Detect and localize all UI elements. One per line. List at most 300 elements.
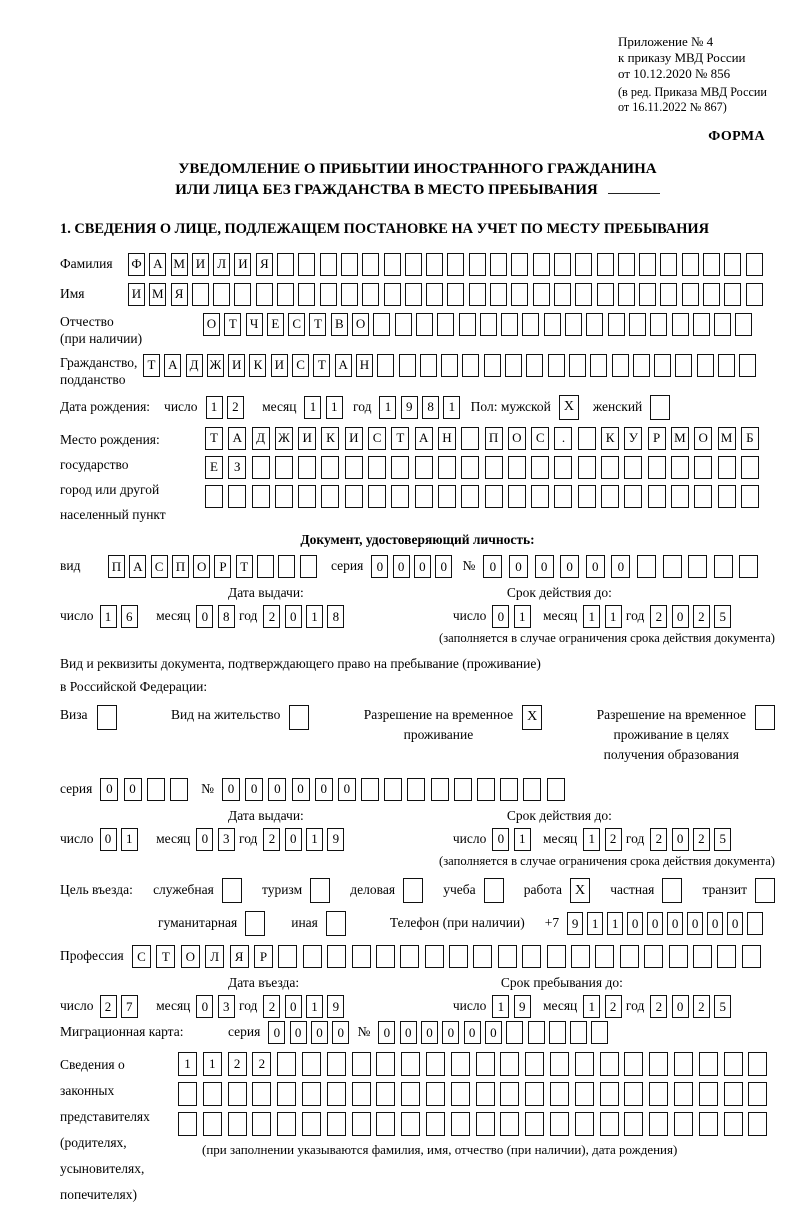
char-box[interactable] bbox=[298, 283, 315, 306]
char-box[interactable]: 0 bbox=[586, 555, 605, 578]
char-box[interactable]: 0 bbox=[442, 1021, 459, 1044]
char-box[interactable] bbox=[399, 354, 416, 377]
char-box[interactable] bbox=[170, 778, 188, 801]
char-box[interactable]: Н bbox=[356, 354, 373, 377]
char-box[interactable]: Л bbox=[213, 253, 230, 276]
char-box[interactable] bbox=[234, 283, 251, 306]
char-box[interactable]: Ж bbox=[207, 354, 224, 377]
char-box[interactable]: 3 bbox=[218, 828, 235, 851]
char-box[interactable] bbox=[508, 485, 526, 508]
char-box[interactable] bbox=[624, 1052, 643, 1076]
char-box[interactable] bbox=[699, 1112, 718, 1136]
char-box[interactable] bbox=[714, 555, 733, 578]
char-box[interactable] bbox=[533, 253, 550, 276]
char-box[interactable]: 9 bbox=[327, 828, 344, 851]
char-box[interactable]: К bbox=[321, 427, 339, 450]
char-box[interactable]: 1 bbox=[443, 396, 460, 419]
char-box[interactable]: 2 bbox=[650, 995, 667, 1018]
char-box[interactable]: 8 bbox=[327, 605, 344, 628]
char-box[interactable]: 0 bbox=[332, 1021, 349, 1044]
char-box[interactable]: Е bbox=[267, 313, 284, 336]
char-box[interactable] bbox=[533, 283, 550, 306]
checkbox-purpose-transit[interactable] bbox=[755, 878, 775, 903]
char-box[interactable] bbox=[345, 485, 363, 508]
char-box[interactable]: 3 bbox=[218, 995, 235, 1018]
char-box[interactable]: И bbox=[345, 427, 363, 450]
char-box[interactable] bbox=[401, 1052, 420, 1076]
char-box[interactable]: 1 bbox=[100, 605, 117, 628]
char-box[interactable]: 0 bbox=[393, 555, 410, 578]
char-box[interactable] bbox=[649, 1082, 668, 1106]
char-box[interactable]: 0 bbox=[400, 1021, 417, 1044]
char-box[interactable]: 9 bbox=[401, 396, 418, 419]
char-box[interactable] bbox=[395, 313, 412, 336]
checkbox-purpose-humanitarian[interactable] bbox=[245, 911, 265, 936]
char-box[interactable]: 2 bbox=[605, 828, 622, 851]
char-box[interactable]: К bbox=[601, 427, 619, 450]
char-box[interactable] bbox=[595, 945, 614, 968]
char-box[interactable] bbox=[735, 313, 752, 336]
char-box[interactable] bbox=[575, 283, 592, 306]
char-box[interactable] bbox=[278, 555, 295, 578]
checkbox-temp-residence[interactable]: X bbox=[522, 705, 542, 730]
char-box[interactable] bbox=[672, 313, 689, 336]
char-box[interactable] bbox=[298, 253, 315, 276]
char-box[interactable] bbox=[590, 354, 607, 377]
char-box[interactable] bbox=[618, 283, 635, 306]
char-box[interactable]: А bbox=[415, 427, 433, 450]
char-box[interactable]: Я bbox=[256, 253, 273, 276]
char-box[interactable] bbox=[624, 485, 642, 508]
checkbox-purpose-other[interactable] bbox=[326, 911, 346, 936]
char-box[interactable] bbox=[547, 945, 566, 968]
char-box[interactable] bbox=[688, 555, 707, 578]
char-box[interactable] bbox=[724, 283, 741, 306]
char-box[interactable] bbox=[639, 253, 656, 276]
char-box[interactable]: 1 bbox=[306, 605, 323, 628]
char-box[interactable]: У bbox=[624, 427, 642, 450]
char-box[interactable] bbox=[420, 354, 437, 377]
char-box[interactable] bbox=[547, 778, 565, 801]
char-box[interactable] bbox=[586, 313, 603, 336]
char-box[interactable]: И bbox=[234, 253, 251, 276]
char-box[interactable]: 5 bbox=[714, 605, 731, 628]
checkbox-temp-residence-edu[interactable] bbox=[755, 705, 775, 730]
char-box[interactable] bbox=[205, 485, 223, 508]
char-box[interactable] bbox=[554, 456, 572, 479]
char-box[interactable]: 8 bbox=[422, 396, 439, 419]
char-box[interactable]: 1 bbox=[492, 995, 509, 1018]
char-box[interactable]: Д bbox=[252, 427, 270, 450]
char-box[interactable] bbox=[302, 1052, 321, 1076]
char-box[interactable]: 0 bbox=[560, 555, 579, 578]
char-box[interactable] bbox=[352, 1052, 371, 1076]
char-box[interactable] bbox=[228, 1082, 247, 1106]
char-box[interactable] bbox=[703, 283, 720, 306]
char-box[interactable] bbox=[500, 778, 518, 801]
char-box[interactable]: Ж bbox=[275, 427, 293, 450]
char-box[interactable]: 2 bbox=[693, 605, 710, 628]
char-box[interactable]: П bbox=[485, 427, 503, 450]
char-box[interactable] bbox=[522, 945, 541, 968]
char-box[interactable] bbox=[405, 283, 422, 306]
char-box[interactable] bbox=[747, 912, 763, 935]
char-box[interactable]: 0 bbox=[315, 778, 333, 801]
char-box[interactable] bbox=[639, 283, 656, 306]
char-box[interactable] bbox=[252, 485, 270, 508]
char-box[interactable] bbox=[490, 253, 507, 276]
char-box[interactable] bbox=[257, 555, 274, 578]
char-box[interactable]: Е bbox=[205, 456, 223, 479]
char-box[interactable]: 0 bbox=[268, 1021, 285, 1044]
char-box[interactable]: 0 bbox=[292, 778, 310, 801]
char-box[interactable] bbox=[717, 945, 736, 968]
char-box[interactable] bbox=[327, 1052, 346, 1076]
char-box[interactable]: З bbox=[228, 456, 246, 479]
char-box[interactable] bbox=[454, 778, 472, 801]
char-box[interactable] bbox=[724, 253, 741, 276]
char-box[interactable] bbox=[660, 253, 677, 276]
char-box[interactable] bbox=[620, 945, 639, 968]
char-box[interactable] bbox=[426, 1052, 445, 1076]
char-box[interactable]: 0 bbox=[647, 912, 663, 935]
char-box[interactable] bbox=[447, 283, 464, 306]
char-box[interactable] bbox=[473, 945, 492, 968]
char-box[interactable] bbox=[426, 283, 443, 306]
char-box[interactable]: 0 bbox=[196, 995, 213, 1018]
char-box[interactable] bbox=[384, 283, 401, 306]
char-box[interactable]: Ч bbox=[246, 313, 263, 336]
char-box[interactable]: Л bbox=[205, 945, 224, 968]
char-box[interactable] bbox=[571, 945, 590, 968]
char-box[interactable] bbox=[449, 945, 468, 968]
char-box[interactable] bbox=[608, 313, 625, 336]
char-box[interactable] bbox=[600, 1082, 619, 1106]
char-box[interactable] bbox=[228, 1112, 247, 1136]
char-box[interactable]: 5 bbox=[714, 828, 731, 851]
char-box[interactable] bbox=[426, 1112, 445, 1136]
char-box[interactable] bbox=[724, 1082, 743, 1106]
char-box[interactable] bbox=[526, 354, 543, 377]
char-box[interactable] bbox=[213, 283, 230, 306]
char-box[interactable]: Т bbox=[309, 313, 326, 336]
char-box[interactable]: 0 bbox=[222, 778, 240, 801]
char-box[interactable]: С bbox=[292, 354, 309, 377]
char-box[interactable]: 2 bbox=[100, 995, 117, 1018]
char-box[interactable] bbox=[384, 778, 402, 801]
char-box[interactable] bbox=[550, 1112, 569, 1136]
char-box[interactable] bbox=[407, 778, 425, 801]
char-box[interactable] bbox=[327, 1082, 346, 1106]
char-box[interactable] bbox=[600, 1052, 619, 1076]
char-box[interactable] bbox=[575, 253, 592, 276]
char-box[interactable] bbox=[511, 283, 528, 306]
char-box[interactable] bbox=[597, 253, 614, 276]
char-box[interactable]: 1 bbox=[587, 912, 603, 935]
char-box[interactable] bbox=[669, 945, 688, 968]
char-box[interactable] bbox=[361, 778, 379, 801]
char-box[interactable]: 6 bbox=[121, 605, 138, 628]
char-box[interactable]: 0 bbox=[290, 1021, 307, 1044]
char-box[interactable]: 2 bbox=[228, 1052, 247, 1076]
char-box[interactable]: П bbox=[172, 555, 189, 578]
char-box[interactable]: 0 bbox=[672, 995, 689, 1018]
char-box[interactable] bbox=[718, 456, 736, 479]
char-box[interactable] bbox=[578, 456, 596, 479]
char-box[interactable]: Т bbox=[143, 354, 160, 377]
char-box[interactable] bbox=[252, 1082, 271, 1106]
char-box[interactable] bbox=[252, 456, 270, 479]
checkbox-sex-female[interactable] bbox=[650, 395, 670, 420]
char-box[interactable]: И bbox=[128, 283, 145, 306]
char-box[interactable] bbox=[431, 778, 449, 801]
char-box[interactable] bbox=[748, 1112, 767, 1136]
char-box[interactable]: 0 bbox=[414, 555, 431, 578]
char-box[interactable]: 0 bbox=[672, 828, 689, 851]
char-box[interactable]: М bbox=[171, 253, 188, 276]
char-box[interactable] bbox=[739, 354, 756, 377]
char-box[interactable]: 1 bbox=[583, 605, 600, 628]
char-box[interactable]: Ф bbox=[128, 253, 145, 276]
char-box[interactable]: 9 bbox=[327, 995, 344, 1018]
char-box[interactable] bbox=[256, 283, 273, 306]
char-box[interactable]: 0 bbox=[435, 555, 452, 578]
char-box[interactable] bbox=[345, 456, 363, 479]
char-box[interactable]: 0 bbox=[492, 828, 509, 851]
char-box[interactable] bbox=[629, 313, 646, 336]
char-box[interactable]: 2 bbox=[227, 396, 244, 419]
char-box[interactable]: Р bbox=[214, 555, 231, 578]
char-box[interactable]: 0 bbox=[311, 1021, 328, 1044]
char-box[interactable] bbox=[506, 1021, 523, 1044]
char-box[interactable]: 0 bbox=[196, 828, 213, 851]
char-box[interactable] bbox=[500, 1082, 519, 1106]
char-box[interactable] bbox=[554, 485, 572, 508]
char-box[interactable]: В bbox=[331, 313, 348, 336]
char-box[interactable] bbox=[601, 456, 619, 479]
char-box[interactable]: С bbox=[288, 313, 305, 336]
char-box[interactable]: С bbox=[531, 427, 549, 450]
char-box[interactable] bbox=[277, 1052, 296, 1076]
char-box[interactable] bbox=[277, 1112, 296, 1136]
char-box[interactable]: И bbox=[271, 354, 288, 377]
char-box[interactable] bbox=[739, 555, 758, 578]
char-box[interactable] bbox=[675, 354, 692, 377]
char-box[interactable] bbox=[401, 1112, 420, 1136]
char-box[interactable]: Т bbox=[313, 354, 330, 377]
char-box[interactable] bbox=[724, 1052, 743, 1076]
char-box[interactable]: 1 bbox=[607, 912, 623, 935]
char-box[interactable] bbox=[674, 1052, 693, 1076]
char-box[interactable]: 0 bbox=[727, 912, 743, 935]
char-box[interactable] bbox=[377, 354, 394, 377]
char-box[interactable] bbox=[624, 1112, 643, 1136]
char-box[interactable] bbox=[277, 283, 294, 306]
char-box[interactable]: С bbox=[368, 427, 386, 450]
char-box[interactable] bbox=[718, 354, 735, 377]
char-box[interactable] bbox=[693, 945, 712, 968]
char-box[interactable]: 7 bbox=[121, 995, 138, 1018]
char-box[interactable] bbox=[451, 1112, 470, 1136]
char-box[interactable] bbox=[277, 253, 294, 276]
char-box[interactable]: 1 bbox=[583, 828, 600, 851]
char-box[interactable] bbox=[426, 1082, 445, 1106]
checkbox-purpose-work[interactable]: X bbox=[570, 878, 590, 903]
char-box[interactable] bbox=[633, 354, 650, 377]
char-box[interactable] bbox=[376, 945, 395, 968]
char-box[interactable] bbox=[415, 485, 433, 508]
char-box[interactable]: А bbox=[164, 354, 181, 377]
char-box[interactable] bbox=[525, 1112, 544, 1136]
char-box[interactable]: . bbox=[554, 427, 572, 450]
char-box[interactable]: 0 bbox=[100, 778, 118, 801]
char-box[interactable] bbox=[505, 354, 522, 377]
char-box[interactable] bbox=[327, 945, 346, 968]
char-box[interactable]: 1 bbox=[203, 1052, 222, 1076]
char-box[interactable] bbox=[522, 313, 539, 336]
char-box[interactable]: Д bbox=[186, 354, 203, 377]
char-box[interactable] bbox=[500, 1112, 519, 1136]
char-box[interactable] bbox=[461, 456, 479, 479]
char-box[interactable] bbox=[570, 1021, 587, 1044]
char-box[interactable] bbox=[508, 456, 526, 479]
char-box[interactable]: 0 bbox=[611, 555, 630, 578]
char-box[interactable] bbox=[531, 456, 549, 479]
char-box[interactable]: О bbox=[352, 313, 369, 336]
char-box[interactable] bbox=[746, 253, 763, 276]
char-box[interactable]: 2 bbox=[605, 995, 622, 1018]
char-box[interactable] bbox=[741, 456, 759, 479]
char-box[interactable]: Р bbox=[648, 427, 666, 450]
char-box[interactable] bbox=[321, 485, 339, 508]
char-box[interactable] bbox=[575, 1052, 594, 1076]
char-box[interactable] bbox=[252, 1112, 271, 1136]
char-box[interactable] bbox=[277, 1082, 296, 1106]
char-box[interactable]: А bbox=[129, 555, 146, 578]
char-box[interactable]: И bbox=[298, 427, 316, 450]
char-box[interactable] bbox=[438, 485, 456, 508]
char-box[interactable] bbox=[476, 1112, 495, 1136]
char-box[interactable]: 1 bbox=[514, 605, 531, 628]
char-box[interactable] bbox=[699, 1052, 718, 1076]
char-box[interactable] bbox=[341, 283, 358, 306]
char-box[interactable]: 0 bbox=[464, 1021, 481, 1044]
char-box[interactable] bbox=[648, 456, 666, 479]
char-box[interactable] bbox=[298, 456, 316, 479]
char-box[interactable]: 0 bbox=[100, 828, 117, 851]
char-box[interactable] bbox=[637, 555, 656, 578]
char-box[interactable] bbox=[192, 283, 209, 306]
char-box[interactable] bbox=[699, 1082, 718, 1106]
char-box[interactable] bbox=[461, 485, 479, 508]
char-box[interactable] bbox=[438, 456, 456, 479]
char-box[interactable]: М bbox=[149, 283, 166, 306]
checkbox-purpose-tourism[interactable] bbox=[310, 878, 330, 903]
char-box[interactable] bbox=[663, 555, 682, 578]
char-box[interactable]: 1 bbox=[206, 396, 223, 419]
char-box[interactable]: 0 bbox=[535, 555, 554, 578]
char-box[interactable] bbox=[278, 945, 297, 968]
char-box[interactable] bbox=[748, 1082, 767, 1106]
char-box[interactable] bbox=[391, 485, 409, 508]
char-box[interactable]: 1 bbox=[379, 396, 396, 419]
char-box[interactable] bbox=[650, 313, 667, 336]
char-box[interactable] bbox=[569, 354, 586, 377]
char-box[interactable]: 0 bbox=[196, 605, 213, 628]
char-box[interactable]: 0 bbox=[483, 555, 502, 578]
char-box[interactable] bbox=[362, 283, 379, 306]
char-box[interactable] bbox=[578, 485, 596, 508]
char-box[interactable] bbox=[178, 1112, 197, 1136]
char-box[interactable] bbox=[469, 283, 486, 306]
char-box[interactable]: 2 bbox=[263, 828, 280, 851]
char-box[interactable] bbox=[303, 945, 322, 968]
char-box[interactable]: И bbox=[192, 253, 209, 276]
char-box[interactable] bbox=[352, 1112, 371, 1136]
char-box[interactable] bbox=[671, 456, 689, 479]
char-box[interactable]: 1 bbox=[326, 396, 343, 419]
char-box[interactable] bbox=[523, 778, 541, 801]
char-box[interactable] bbox=[549, 1021, 566, 1044]
char-box[interactable] bbox=[391, 456, 409, 479]
checkbox-sex-male[interactable]: X bbox=[559, 395, 579, 420]
char-box[interactable] bbox=[352, 945, 371, 968]
char-box[interactable] bbox=[376, 1112, 395, 1136]
char-box[interactable] bbox=[320, 283, 337, 306]
char-box[interactable]: 1 bbox=[121, 828, 138, 851]
char-box[interactable] bbox=[178, 1082, 197, 1106]
char-box[interactable] bbox=[368, 485, 386, 508]
char-box[interactable]: А bbox=[149, 253, 166, 276]
char-box[interactable] bbox=[741, 485, 759, 508]
char-box[interactable]: О bbox=[203, 313, 220, 336]
char-box[interactable] bbox=[746, 283, 763, 306]
checkbox-visa[interactable] bbox=[97, 705, 117, 730]
char-box[interactable]: А bbox=[335, 354, 352, 377]
char-box[interactable]: 1 bbox=[306, 828, 323, 851]
char-box[interactable]: 1 bbox=[306, 995, 323, 1018]
char-box[interactable] bbox=[597, 283, 614, 306]
char-box[interactable] bbox=[484, 354, 501, 377]
char-box[interactable]: 0 bbox=[492, 605, 509, 628]
char-box[interactable] bbox=[376, 1082, 395, 1106]
char-box[interactable] bbox=[485, 456, 503, 479]
char-box[interactable] bbox=[525, 1052, 544, 1076]
char-box[interactable] bbox=[437, 313, 454, 336]
char-box[interactable]: 1 bbox=[514, 828, 531, 851]
char-box[interactable] bbox=[476, 1052, 495, 1076]
char-box[interactable]: 1 bbox=[605, 605, 622, 628]
char-box[interactable] bbox=[554, 253, 571, 276]
char-box[interactable] bbox=[373, 313, 390, 336]
char-box[interactable] bbox=[320, 253, 337, 276]
char-box[interactable]: 1 bbox=[178, 1052, 197, 1076]
char-box[interactable]: 0 bbox=[285, 995, 302, 1018]
char-box[interactable] bbox=[554, 283, 571, 306]
char-box[interactable] bbox=[302, 1112, 321, 1136]
char-box[interactable]: Т bbox=[156, 945, 175, 968]
char-box[interactable] bbox=[674, 1112, 693, 1136]
char-box[interactable]: С bbox=[151, 555, 168, 578]
char-box[interactable] bbox=[441, 354, 458, 377]
char-box[interactable] bbox=[748, 1052, 767, 1076]
char-box[interactable] bbox=[697, 354, 714, 377]
char-box[interactable]: И bbox=[228, 354, 245, 377]
char-box[interactable] bbox=[462, 354, 479, 377]
char-box[interactable]: О bbox=[694, 427, 712, 450]
char-box[interactable] bbox=[660, 283, 677, 306]
char-box[interactable] bbox=[649, 1112, 668, 1136]
